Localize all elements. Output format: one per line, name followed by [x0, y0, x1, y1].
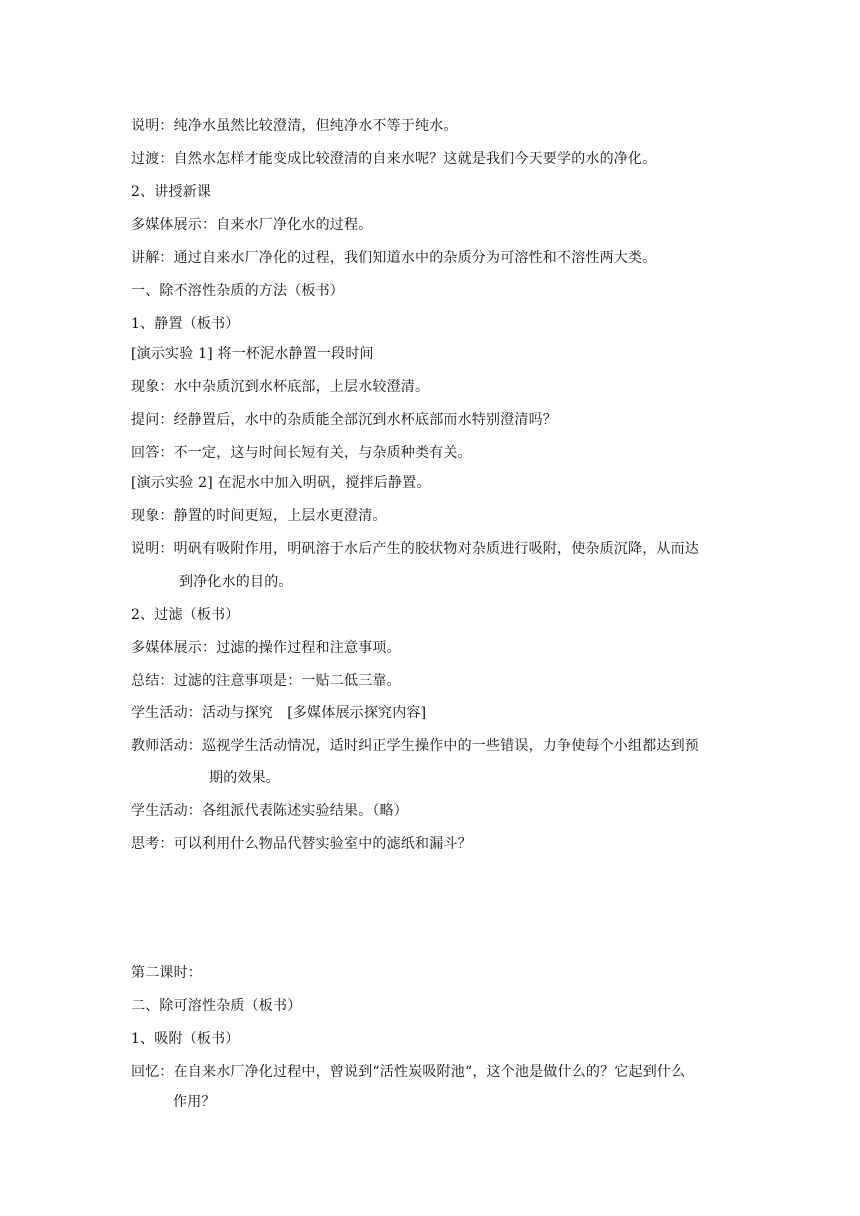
text-line: 提问：经静置后，水中的杂质能全部沉到水杯底部而水特别澄清吗？ [131, 412, 557, 428]
text-line: 说明：纯净水虽然比较澄清，但纯净水不等于纯水。 [131, 118, 458, 134]
text-line: 总结：过滤的注意事项是：一贴二低三靠。 [131, 673, 401, 689]
text-line: 思考：可以利用什么物品代替实验室中的滤纸和漏斗？ [131, 836, 472, 852]
text-line: [演示实验 2] 在泥水中加入明矾，搅拌后静置。 [131, 475, 431, 491]
subsection-heading: 2、过滤（板书） [131, 607, 240, 623]
text-line: 2、讲授新课 [131, 184, 212, 200]
text-line: 讲解：通过自来水厂净化的过程，我们知道水中的杂质分为可溶性和不溶性两大类。 [131, 250, 657, 266]
text-line: 多媒体展示：自来水厂净化水的过程。 [131, 217, 373, 233]
text-line: 学生活动：活动与探究 [多媒体展示探究内容] [131, 705, 427, 721]
subsection-heading: 1、静置（板书） [131, 316, 240, 332]
section-heading: 一、除不溶性杂质的方法（板书） [131, 283, 344, 299]
text-line: 说明：明矾有吸附作用，明矾溶于水后产生的胶状物对杂质进行吸附，使杂质沉降，从而达 [131, 541, 699, 557]
text-line: 过渡：自然水怎样才能变成比较澄清的自来水呢？这就是我们今天要学的水的净化。 [131, 151, 657, 167]
section-heading: 二、除可溶性杂质（板书） [131, 998, 302, 1014]
subsection-heading: 1、吸附（板书） [131, 1031, 240, 1047]
text-line: [演示实验 1] 将一杯泥水静置一段时间 [131, 346, 374, 362]
text-line: 回忆：在自来水厂净化过程中，曾说到“活性炭吸附池“，这个池是做什么的？它起到什么 [131, 1064, 686, 1080]
text-line-continuation: 到净化水的目的。 [179, 574, 293, 590]
text-line: 学生活动：各组派代表陈述实验结果。（略） [131, 803, 408, 819]
text-line-continuation: 期的效果。 [209, 770, 280, 786]
lesson-heading: 第二课时： [131, 965, 202, 981]
text-line: 多媒体展示：过滤的操作过程和注意事项。 [131, 640, 401, 656]
text-line-continuation: 作用？ [173, 1094, 216, 1110]
text-line: 现象：静置的时间更短，上层水更澄清。 [131, 508, 387, 524]
text-line: 教师活动：巡视学生活动情况，适时纠正学生操作中的一些错误，力争使每个小组都达到预 [131, 738, 699, 754]
text-line: 现象：水中杂质沉到水杯底部，上层水较澄清。 [131, 379, 430, 395]
text-line: 回答：不一定，这与时间长短有关，与杂质种类有关。 [131, 445, 472, 461]
